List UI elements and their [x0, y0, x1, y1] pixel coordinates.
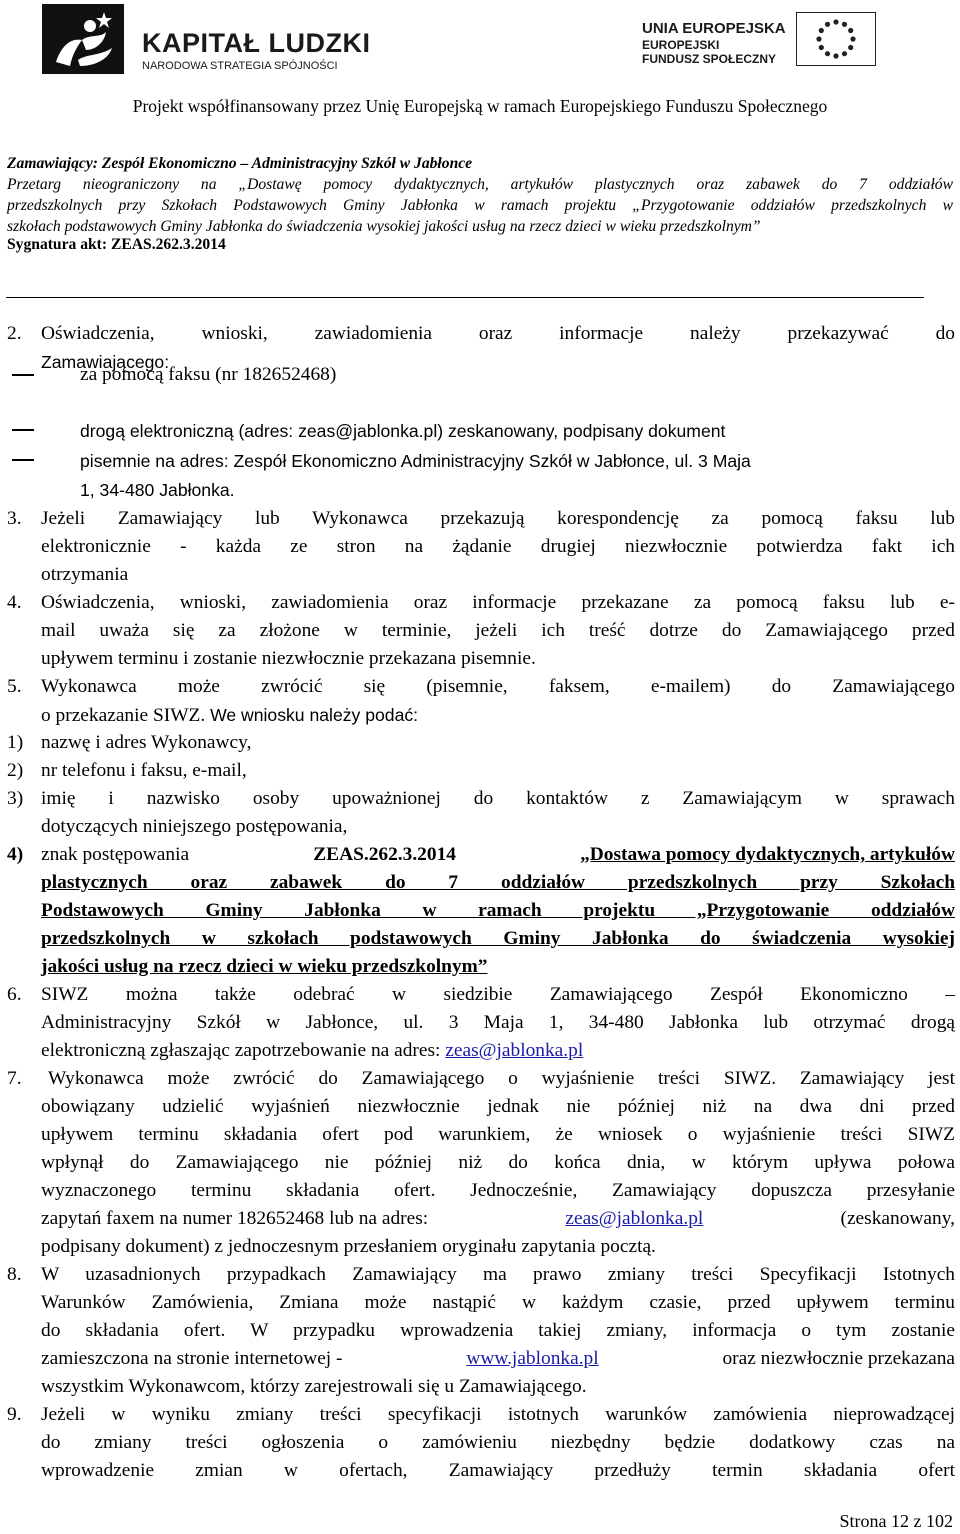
eu-logo-line2: EUROPEJSKI	[642, 38, 720, 52]
email-link[interactable]: zeas@jablonka.pl	[445, 1040, 584, 1061]
ordering-party-line: Zamawiający: Zespół Ekonomiczno – Administracyjny Szkół w Jabłonce	[7, 155, 473, 172]
tender-line-2: przedszkolnych przy Szkołach Podstawowych Gminy Jabłonka w ramach projektu „Przygotowanie oddziałów przedszkolnych w	[7, 197, 953, 214]
point-9-line-3: wprowadzenie zmian w ofertach, Zamawiający przedłuży termin składania ofert	[41, 1460, 955, 1481]
subpoint-4-line-1	[41, 843, 955, 867]
bullet-dash	[12, 459, 34, 461]
point-4-line-2: mail uważa się za złożone w terminie, jeżeli ich treść dotrze do Zamawiającego przed	[41, 620, 955, 641]
point-5-line-2b: We wniosku należy podać:	[210, 705, 419, 725]
point-6-line-3-text: elektroniczną zgłaszając zapotrzebowanie na adres:	[41, 1040, 441, 1061]
point-8-line-2: Warunków Zamówienia, Zmiana może nastąpić w każdym czasie, przed upływem terminu	[41, 1292, 955, 1313]
subpoint-4-number: 4)	[7, 844, 24, 865]
subpoint-4-line-4: przedszkolnych w szkołach podstawowych Gminy Jabłonka do świadczenia wysokiej	[41, 928, 955, 949]
bullet-post-line-1: pisemnie na adres: Zespół Ekonomiczno Administracyjny Szkół w Jabłonce, ul. 3 Maja	[80, 451, 751, 471]
kapital-ludzki-logo-icon	[42, 4, 124, 74]
bullet-fax: za pomocą faksu (nr 182652468)	[80, 364, 337, 385]
point-6-line-1: SIWZ można także odebrać w siedzibie Zamawiającego Zespół Ekonomiczno –	[41, 984, 955, 1005]
subpoint-1-number: 1)	[7, 732, 24, 753]
bullet-email: drogą elektroniczną (adres: zeas@jablonka.pl) zeskanowany, podpisany dokument	[80, 421, 726, 441]
email-link[interactable]: zeas@jablonka.pl	[565, 1208, 704, 1229]
subpoint-4-title-start: „Dostawa pomocy dydaktycznych, artykułów	[580, 844, 955, 865]
subpoint-4-line-5: jakości usług na rzecz dzieci w wieku przedszkolnym”	[41, 956, 488, 977]
point-8-line-5: wszystkim Wykonawcom, którzy zarejestrowali się u Zamawiającego.	[41, 1376, 587, 1397]
logo-title: KAPITAŁ LUDZKI	[142, 28, 371, 58]
point-8-line-4a: zamieszczona na stronie internetowej -	[41, 1348, 343, 1369]
point-2-line-2: Zamawiającego:	[41, 352, 170, 372]
point-3-line-1: Jeżeli Zamawiający lub Wykonawca przekazują korespondencję za pomocą faksu lub	[41, 508, 955, 529]
header-divider	[6, 297, 924, 298]
signature-line: Sygnatura akt: ZEAS.262.3.2014	[7, 236, 226, 253]
point-8-line-4	[41, 1347, 955, 1371]
point-5-number: 5.	[7, 676, 22, 697]
website-link[interactable]: www.jablonka.pl	[466, 1348, 599, 1369]
point-6-line-3	[41, 1039, 583, 1063]
tender-line-3: szkołach podstawowych Gminy Jabłonka do świadczenia wysokiej jakości usług na rzecz dzieci w wieku przedszkolnym”	[7, 218, 761, 235]
point-2-line-1: Oświadczenia, wnioski, zawiadomienia oraz informacje należy przekazywać do	[41, 323, 955, 344]
eu-flag-icon	[796, 12, 876, 66]
point-7-line-5: wyznaczonego terminu składania ofert. Jednocześnie, Zamawiający dopuszcza przesyłanie	[41, 1180, 955, 1201]
point-3-line-2: elektronicznie - każda ze stron na żądanie drugiej niezwłocznie potwierdza fakt ich	[41, 536, 955, 557]
point-7-line-6b: (zeskanowany,	[840, 1208, 955, 1229]
subpoint-2-number: 2)	[7, 760, 24, 781]
tender-line-1: Przetarg nieograniczony na „Dostawę pomocy dydaktycznych, artykułów plastycznych oraz zabawek do 7 oddziałów	[7, 176, 953, 193]
bullet-dash	[12, 429, 34, 431]
point-9-line-1: Jeżeli w wyniku zmiany treści specyfikacji istotnych warunków zamówienia nieprowadzącej	[41, 1404, 955, 1425]
eu-logo-line1: UNIA EUROPEJSKA	[642, 20, 786, 37]
point-3-number: 3.	[7, 508, 22, 529]
subpoint-4-line-3: Podstawowych Gminy Jabłonka w ramach projektu „Przygotowanie oddziałów	[41, 900, 955, 921]
point-7-line-1: Wykonawca może zwrócić do Zamawiającego o wyjaśnienie treści SIWZ. Zamawiający jest	[48, 1068, 955, 1089]
point-4-number: 4.	[7, 592, 22, 613]
bullet-dash	[12, 374, 34, 376]
project-cofinancing-line: Projekt współfinansowany przez Unię Europejską w ramach Europejskiego Funduszu Społecznego	[132, 96, 828, 116]
point-7-line-4: wpłynął do Zamawiającego nie później niż do końca dnia, w którym upływa połowa	[41, 1152, 955, 1173]
subpoint-4-case-label: znak postępowania	[41, 844, 190, 865]
eu-logo-line3: FUNDUSZ SPOŁECZNY	[642, 52, 777, 66]
subpoint-3-line-1: imię i nazwisko osoby upoważnionej do kontaktów z Zamawiającym w sprawach	[41, 788, 955, 809]
point-5-line-2	[41, 703, 418, 728]
point-8-line-1: W uzasadnionych przypadkach Zamawiający ma prawo zmiany treści Specyfikacji Istotnych	[41, 1264, 955, 1285]
point-5-line-1: Wykonawca może zwrócić się (pisemnie, faksem, e-mailem) do Zamawiającego	[41, 676, 955, 697]
point-8-number: 8.	[7, 1264, 22, 1285]
point-4-line-3: upływem terminu i zostanie niezwłocznie przekazana pisemnie.	[41, 648, 536, 669]
point-7-line-3: upływem terminu składania ofert pod warunkiem, że wniosek o wyjaśnienie treści SIWZ	[41, 1124, 955, 1145]
point-5-line-2a: o przekazanie SIWZ.	[41, 705, 206, 726]
point-7-line-6	[41, 1207, 955, 1231]
point-7-number: 7.	[7, 1068, 22, 1089]
subpoint-3-number: 3)	[7, 788, 24, 809]
point-8-line-3: do składania ofert. W przypadku wprowadzenia takiej zmiany, informacja o tym zostanie	[41, 1320, 955, 1341]
subpoint-1-text: nazwę i adres Wykonawcy,	[41, 732, 252, 753]
point-6-line-2: Administracyjny Szkół w Jabłonce, ul. 3 Maja 1, 34-480 Jabłonka lub otrzymać drogą	[41, 1012, 955, 1033]
point-7-line-6a: zapytań faxem na numer 182652468 lub na adres:	[41, 1208, 429, 1229]
point-6-number: 6.	[7, 984, 22, 1005]
point-8-line-4b: oraz niezwłocznie przekazana	[722, 1348, 955, 1369]
subpoint-2-text: nr telefonu i faksu, e-mail,	[41, 760, 247, 781]
point-4-line-1: Oświadczenia, wnioski, zawiadomienia oraz informacje przekazane za pomocą faksu lub e-	[41, 592, 955, 613]
subpoint-4-case-number: ZEAS.262.3.2014	[313, 844, 456, 865]
subpoint-4-line-2: plastycznych oraz zabawek do 7 oddziałów przedszkolnych przy Szkołach	[41, 872, 955, 893]
page-number: Strona 12 z 102	[839, 1511, 953, 1531]
point-9-number: 9.	[7, 1404, 22, 1425]
logo-subtitle: NARODOWA STRATEGIA SPÓJNOŚCI	[142, 60, 338, 72]
subpoint-3-line-2: dotyczących niniejszego postępowania,	[41, 816, 348, 837]
point-7-line-7: podpisany dokument) z jednoczesnym przesłaniem oryginału zapytania pocztą.	[41, 1236, 656, 1257]
point-9-line-2: do zmiany treści ogłoszenia o zamówieniu niezbędny będzie dodatkowy czas na	[41, 1432, 955, 1453]
point-3-line-3: otrzymania	[41, 564, 129, 585]
point-2-number: 2.	[7, 323, 22, 344]
point-7-line-2: obowiązany udzielić wyjaśnień niezwłocznie jednak nie później niż na dwa dni przed	[41, 1096, 955, 1117]
bullet-post-line-2: 1, 34-480 Jabłonka.	[80, 480, 235, 500]
